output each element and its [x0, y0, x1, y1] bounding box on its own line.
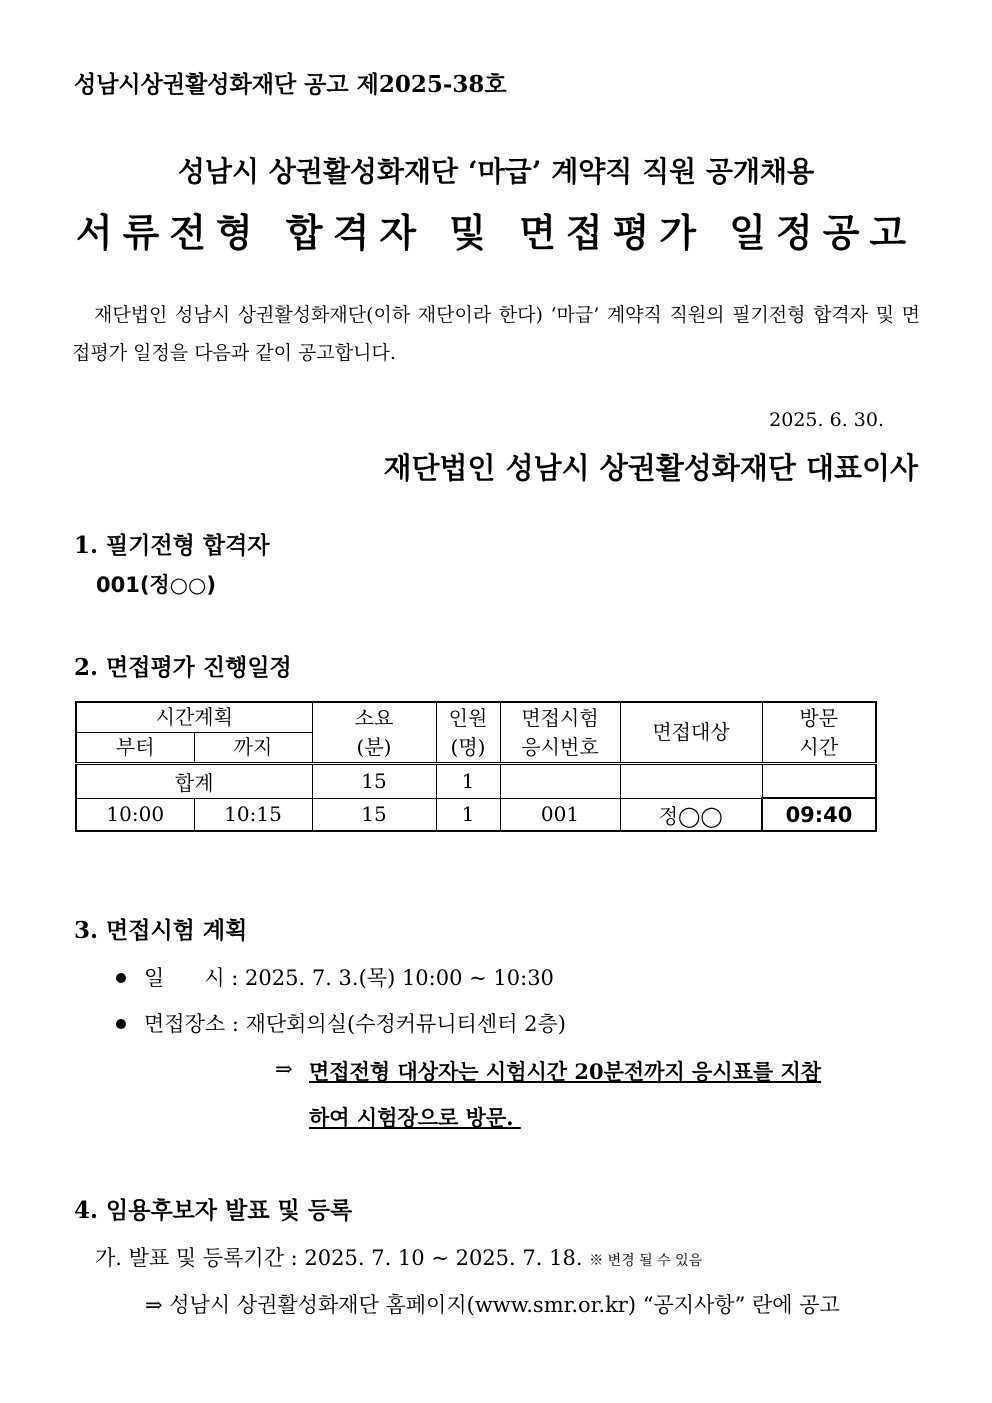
header-time-plan: 시간계획	[76, 702, 312, 733]
document-title-line-2: 서류전형 합격자 및 면접평가 일정공고	[75, 210, 917, 255]
total-duration: 15	[312, 764, 436, 799]
total-exam-number	[500, 764, 620, 799]
section-4-heading: 4. 임용후보자 발표 및 등록	[74, 1197, 353, 1224]
interview-place	[116, 1008, 566, 1038]
notice-number: 성남시상권활성화재단 공고 제2025-38호	[74, 71, 507, 98]
arrow-icon: ⇒	[275, 1057, 293, 1081]
interview-datetime-text: 일 시 : 2025. 7. 3.(목) 10:00 ~ 10:30	[144, 966, 554, 990]
announcement-period-text: 가. 발표 및 등록기간 : 2025. 7. 10 ~ 2025. 7. 18.	[95, 1246, 583, 1270]
header-from: 부터	[76, 733, 194, 764]
table-row	[76, 798, 876, 831]
interview-notice-line-1: 면접전형 대상자는 시험시간 20분전까지 응시표를 지참	[309, 1059, 822, 1084]
header-exam-number-line2: 응시번호	[521, 734, 599, 759]
section-2-heading: 2. 면접평가 진행일정	[74, 654, 292, 681]
header-duration	[312, 702, 436, 764]
header-people-unit: (명)	[450, 734, 486, 759]
header-to: 까지	[194, 733, 312, 764]
header-exam-number-line1: 면접시험	[521, 705, 599, 730]
header-visit-time-line2: 시간	[799, 734, 839, 759]
total-visit-time	[762, 764, 876, 799]
section-3-heading: 3. 면접시험 계획	[74, 917, 248, 944]
total-people: 1	[436, 764, 500, 799]
header-visit-time	[762, 702, 876, 764]
written-exam-passer: 001(정○○)	[96, 573, 216, 597]
cell-exam-number: 001	[500, 798, 620, 831]
header-duration-label: 소요	[354, 705, 394, 730]
cell-people: 1	[436, 798, 500, 831]
header-target: 면접대상	[620, 702, 762, 764]
table-row-total	[76, 764, 876, 799]
interview-datetime	[116, 962, 554, 992]
total-target	[620, 764, 762, 799]
header-people-label: 인원	[448, 705, 488, 730]
cell-duration: 15	[312, 798, 436, 831]
bullet-icon	[116, 973, 126, 983]
header-duration-unit: (분)	[356, 734, 392, 759]
cell-from: 10:00	[76, 798, 194, 831]
notice-date: 2025. 6. 30.	[769, 409, 884, 431]
cell-target: 정◯◯	[620, 798, 762, 831]
header-exam-number	[500, 702, 620, 764]
document-title-line-1: 성남시 상권활성화재단 ‘마급’ 계약직 직원 공개채용	[177, 155, 815, 188]
header-visit-time-line1: 방문	[799, 705, 839, 730]
homepage-notice: ⇒ 성남시 상권활성화재단 홈페이지(www.smr.or.kr) “공지사항” 란에 공고	[145, 1293, 840, 1317]
interview-schedule-table	[75, 701, 877, 832]
announcement-period	[95, 1242, 702, 1272]
intro-paragraph: 재단법인 성남시 상권활성화재단(이하 재단이라 한다) ‘마급’ 계약직 직원의 필기전형 합격자 및 면접평가 일정을 다음과 같이 공고합니다.	[72, 304, 920, 364]
interview-place-text: 면접장소 : 재단회의실(수정커뮤니티센터 2층)	[144, 1012, 566, 1036]
header-people	[436, 702, 500, 764]
interview-notice-line-2: 하여 시험장으로 방문.	[309, 1105, 521, 1130]
total-label: 합계	[76, 764, 312, 799]
organization-signature: 재단법인 성남시 상권활성화재단 대표이사	[383, 451, 918, 485]
cell-visit-time: 09:40	[762, 798, 876, 831]
cell-to: 10:15	[194, 798, 312, 831]
bullet-icon	[116, 1019, 126, 1029]
announcement-period-note: ※ 변경 될 수 있음	[589, 1253, 703, 1269]
section-1-heading: 1. 필기전형 합격자	[74, 532, 270, 559]
